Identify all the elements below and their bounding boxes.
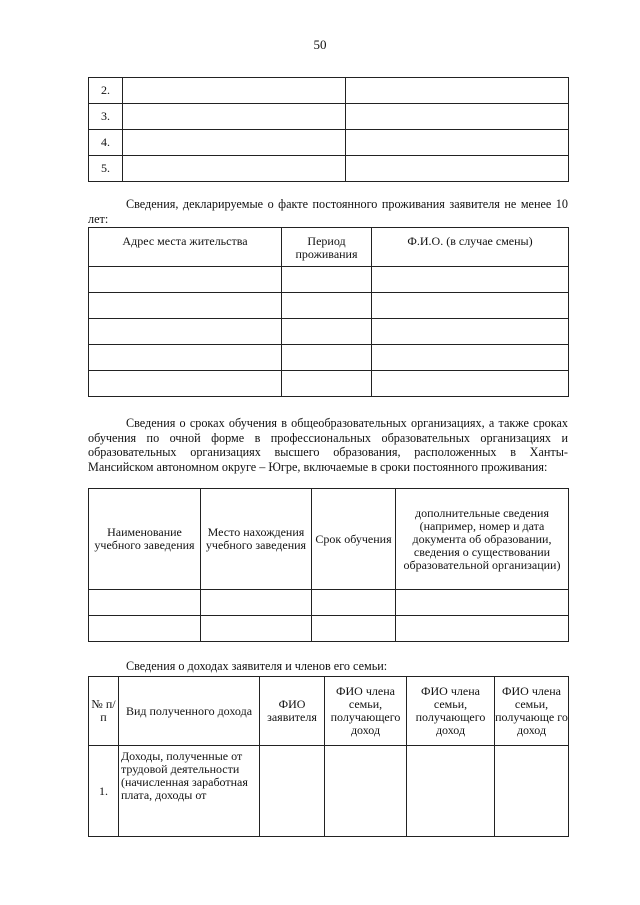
- table-row: [89, 104, 569, 130]
- table-row: [89, 590, 569, 616]
- numbered-rows-table: [88, 77, 569, 182]
- header-institution-name: Наименование учебного заведения: [89, 489, 201, 590]
- table-cell: [123, 156, 346, 182]
- table-row: [89, 293, 569, 319]
- residence-table: [88, 227, 569, 397]
- header-period: Период проживания: [282, 228, 372, 267]
- table-cell: [346, 78, 569, 104]
- education-intro: Сведения о сроках обучения в общеобразовательных организациях, а также сроках обучения по очной форме в профессиональных образовательных организациях и образовательных организациях высшего образования, расположенных в Ханты-Мансийском автономном округе – Югре, включаемые в сроки постоянного проживания:: [88, 416, 568, 474]
- header-applicant-fio: ФИО заявителя: [260, 677, 325, 746]
- table-cell: [346, 104, 569, 130]
- row-number: 4.: [89, 130, 123, 156]
- row-number: 5.: [89, 156, 123, 182]
- table-row: [89, 78, 569, 104]
- income-type-cell: Доходы, полученные от трудовой деятельности (начисленная заработная плата, доходы от: [119, 746, 260, 837]
- header-fio: Ф.И.О. (в случае смены): [372, 228, 569, 267]
- header-family-member-fio: ФИО члена семьи, получающе го доход: [495, 677, 569, 746]
- table-cell: [346, 130, 569, 156]
- income-intro: Сведения о доходах заявителя и членов его семьи:: [126, 659, 388, 673]
- row-number: 2.: [89, 78, 123, 104]
- table-header-row: [89, 677, 569, 746]
- table-row: [89, 267, 569, 293]
- table-header-row: [89, 228, 569, 267]
- table-cell: [123, 78, 346, 104]
- table-row: [89, 616, 569, 642]
- row-number: 1.: [89, 746, 119, 837]
- table-row: [89, 746, 569, 837]
- table-row: [89, 130, 569, 156]
- page-number: 50: [313, 37, 327, 52]
- header-institution-location: Место нахождения учебного заведения: [201, 489, 312, 590]
- table-row: [89, 156, 569, 182]
- table-row: [89, 319, 569, 345]
- row-number: 3.: [89, 104, 123, 130]
- table-cell: [123, 130, 346, 156]
- table-cell: [123, 104, 346, 130]
- residence-intro: Сведения, декларируемые о факте постоянного проживания заявителя не менее 10 лет:: [88, 197, 568, 226]
- table-row: [89, 345, 569, 371]
- income-table: [88, 676, 569, 837]
- header-family-member-fio: ФИО члена семьи, получающего доход: [325, 677, 407, 746]
- table-row: [89, 371, 569, 397]
- header-number: № п/п: [89, 677, 119, 746]
- table-cell: [346, 156, 569, 182]
- header-extra-info: дополнительные сведения (например, номер и дата документа об образовании, сведения о существовании образовательной организации): [396, 489, 569, 590]
- header-family-member-fio: ФИО члена семьи, получающего доход: [407, 677, 495, 746]
- education-table: [88, 488, 569, 642]
- header-study-term: Срок обучения: [312, 489, 396, 590]
- header-address: Адрес места жительства: [89, 228, 282, 267]
- header-income-type: Вид полученного дохода: [119, 677, 260, 746]
- table-header-row: [89, 489, 569, 590]
